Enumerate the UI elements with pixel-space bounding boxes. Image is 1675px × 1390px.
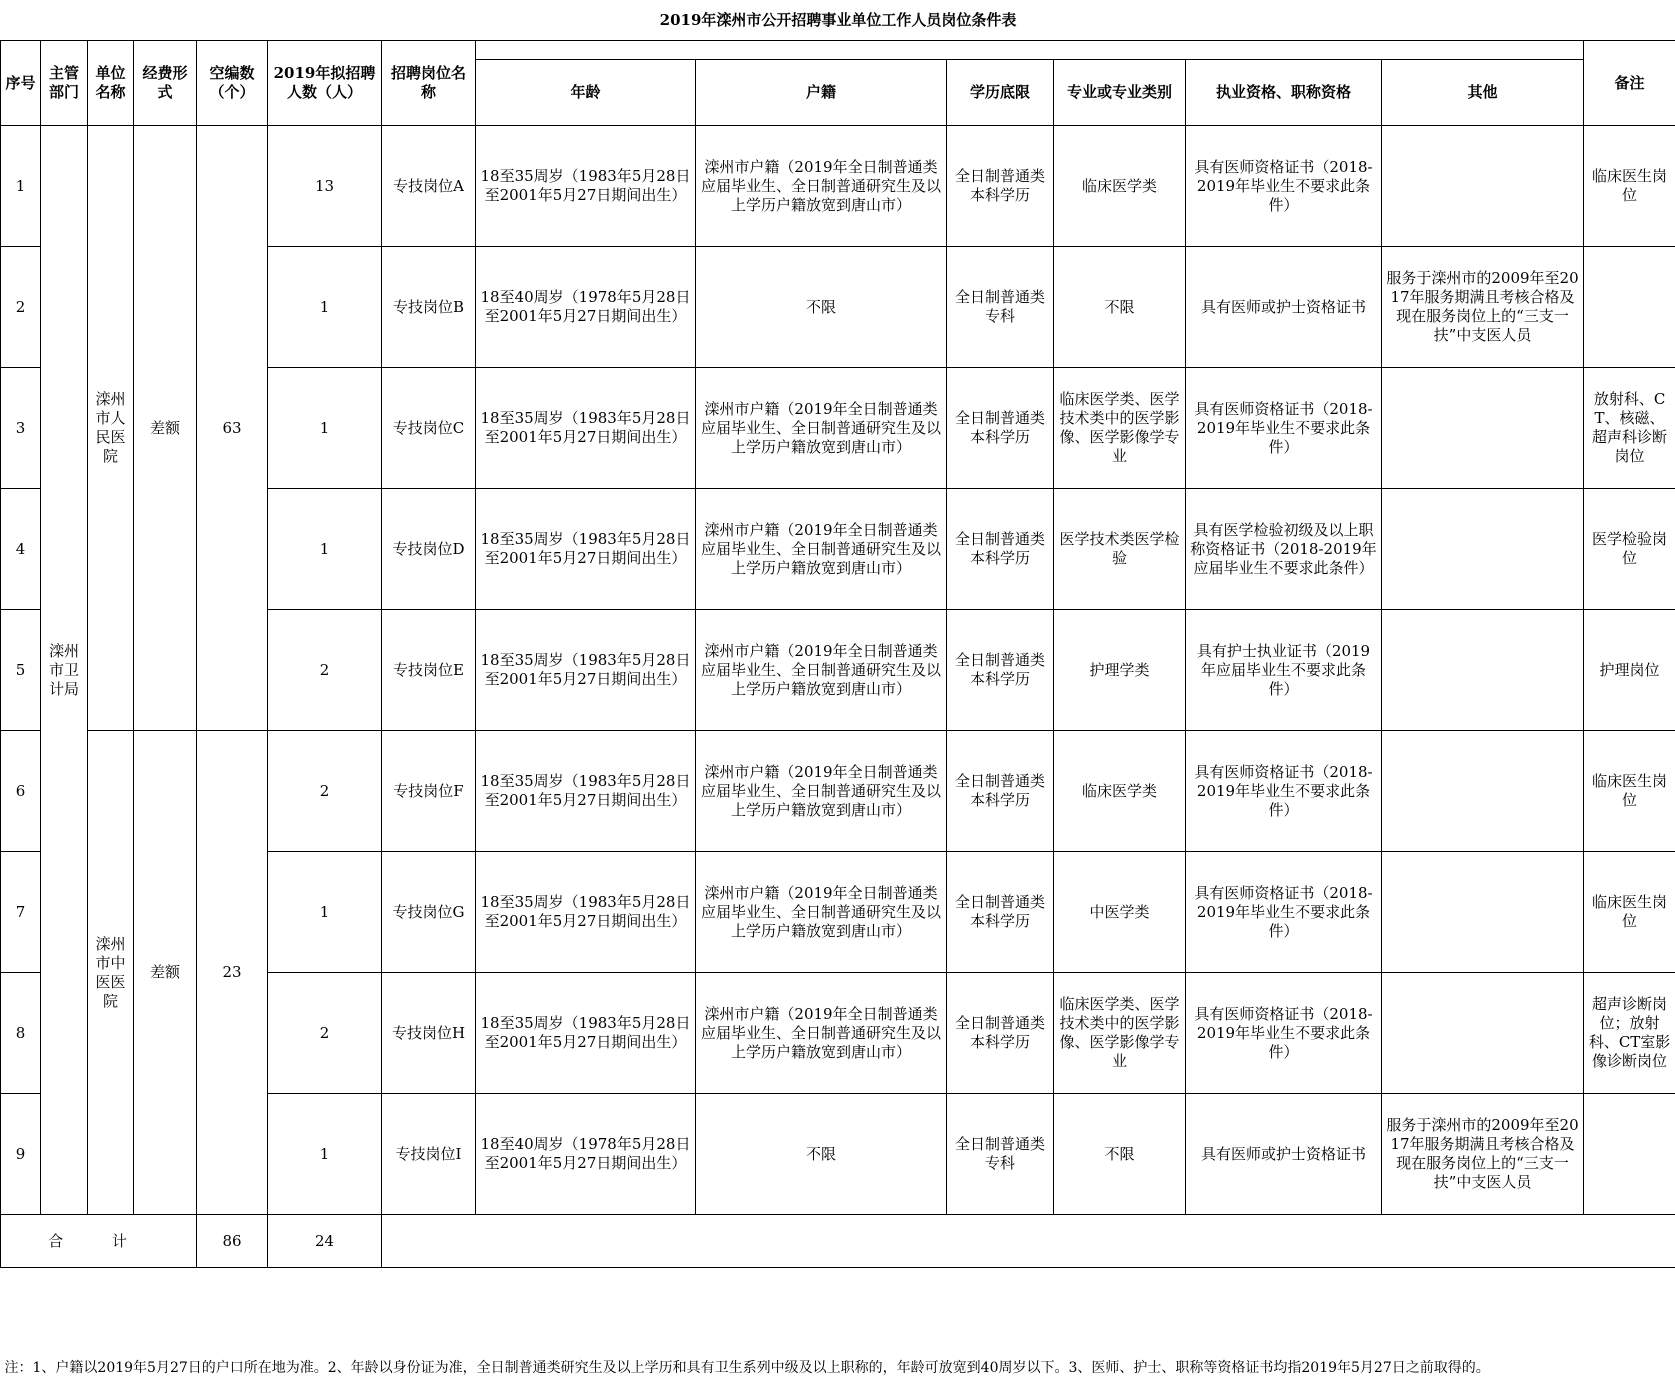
cell-other [1382, 368, 1584, 489]
cell-plan: 13 [268, 126, 382, 247]
cell-major: 临床医学类 [1054, 731, 1186, 852]
total-blank [382, 1215, 1675, 1268]
header-unit: 单位名称 [88, 41, 134, 126]
cell-plan: 1 [268, 247, 382, 368]
total-plan: 24 [268, 1215, 382, 1268]
cell-edu: 全日制普通类本科学历 [947, 973, 1054, 1094]
cell-cert: 具有医师资格证书（2018-2019年毕业生不要求此条件） [1186, 731, 1382, 852]
cell-post: 专技岗位H [382, 973, 476, 1094]
cell-age: 18至35周岁（1983年5月28日至2001年5月27日期间出生） [476, 610, 696, 731]
cell-seq: 1 [1, 126, 41, 247]
header-post: 招聘岗位名称 [382, 41, 476, 126]
cell-hukou: 滦州市户籍（2019年全日制普通类应届毕业生、全日制普通研究生及以上学历户籍放宽到唐山市） [696, 731, 947, 852]
cell-remark: 临床医生岗位 [1584, 731, 1675, 852]
cell-major: 临床医学类 [1054, 126, 1186, 247]
cell-remark: 超声诊断岗位；放射科、CT室影像诊断岗位 [1584, 973, 1675, 1094]
cell-remark [1584, 1094, 1675, 1215]
cell-cert: 具有医师或护士资格证书 [1186, 1094, 1382, 1215]
cell-seq: 4 [1, 489, 41, 610]
cell-plan: 1 [268, 1094, 382, 1215]
cell-edu: 全日制普通类本科学历 [947, 731, 1054, 852]
cell-cert: 具有医师资格证书（2018-2019年毕业生不要求此条件） [1186, 973, 1382, 1094]
cell-major: 医学技术类医学检验 [1054, 489, 1186, 610]
header-remark: 备注 [1584, 41, 1675, 126]
cell-age: 18至35周岁（1983年5月28日至2001年5月27日期间出生） [476, 126, 696, 247]
cell-cert: 具有医师资格证书（2018-2019年毕业生不要求此条件） [1186, 852, 1382, 973]
cell-post: 专技岗位D [382, 489, 476, 610]
cell-other [1382, 126, 1584, 247]
table-row [1, 126, 1675, 247]
cell-seq: 2 [1, 247, 41, 368]
cell-hukou: 滦州市户籍（2019年全日制普通类应届毕业生、全日制普通研究生及以上学历户籍放宽到唐山市） [696, 489, 947, 610]
cell-hukou: 不限 [696, 247, 947, 368]
cell-funding: 差额 [134, 126, 197, 731]
table-row [1, 731, 1675, 852]
cell-age: 18至35周岁（1983年5月28日至2001年5月27日期间出生） [476, 368, 696, 489]
cell-remark: 医学检验岗位 [1584, 489, 1675, 610]
cell-other: 服务于滦州市的2009年至2017年服务期满且考核合格及现在服务岗位上的“三支一扶”中支医人员 [1382, 247, 1584, 368]
cell-post: 专技岗位A [382, 126, 476, 247]
header-funding: 经费形式 [134, 41, 197, 126]
cell-edu: 全日制普通类本科学历 [947, 368, 1054, 489]
cell-cert: 具有护士执业证书（2019年应届毕业生不要求此条件） [1186, 610, 1382, 731]
cell-edu: 全日制普通类本科学历 [947, 126, 1054, 247]
header-cert: 执业资格、职称资格 [1186, 60, 1382, 126]
cell-remark: 临床医生岗位 [1584, 126, 1675, 247]
cell-other [1382, 852, 1584, 973]
cell-age: 18至40周岁（1978年5月28日至2001年5月27日期间出生） [476, 247, 696, 368]
cell-edu: 全日制普通类专科 [947, 1094, 1054, 1215]
cell-seq: 9 [1, 1094, 41, 1215]
cell-cert: 具有医师或护士资格证书 [1186, 247, 1382, 368]
cell-seq: 3 [1, 368, 41, 489]
cell-unit: 滦州市人民医院 [88, 126, 134, 731]
cell-cert: 具有医学检验初级及以上职称资格证书（2018-2019年应届毕业生不要求此条件） [1186, 489, 1382, 610]
cell-major: 临床医学类、医学技术类中的医学影像、医学影像学专业 [1054, 973, 1186, 1094]
cell-major: 临床医学类、医学技术类中的医学影像、医学影像学专业 [1054, 368, 1186, 489]
header-edu: 学历底限 [947, 60, 1054, 126]
cell-cert: 具有医师资格证书（2018-2019年毕业生不要求此条件） [1186, 368, 1382, 489]
footnote: 注：1、户籍以2019年5月27日的户口所在地为准。2、年龄以身份证为准，全日制普通类研究生及以上学历和具有卫生系列中级及以上职称的，年龄可放宽到40周岁以下。3、医师、护士、职称等资格证书均指2019年5月27日之前取得的。 [1, 1346, 1675, 1390]
cell-post: 专技岗位I [382, 1094, 476, 1215]
cell-age: 18至35周岁（1983年5月28日至2001年5月27日期间出生） [476, 731, 696, 852]
cell-post: 专技岗位C [382, 368, 476, 489]
cell-other [1382, 731, 1584, 852]
cell-hukou: 滦州市户籍（2019年全日制普通类应届毕业生、全日制普通研究生及以上学历户籍放宽到唐山市） [696, 973, 947, 1094]
cell-hukou: 滦州市户籍（2019年全日制普通类应届毕业生、全日制普通研究生及以上学历户籍放宽到唐山市） [696, 852, 947, 973]
cell-age: 18至35周岁（1983年5月28日至2001年5月27日期间出生） [476, 852, 696, 973]
cell-plan: 2 [268, 973, 382, 1094]
cell-plan: 1 [268, 368, 382, 489]
cell-hukou: 滦州市户籍（2019年全日制普通类应届毕业生、全日制普通研究生及以上学历户籍放宽到唐山市） [696, 126, 947, 247]
header-seq: 序号 [1, 41, 41, 126]
cell-edu: 全日制普通类专科 [947, 247, 1054, 368]
cell-post: 专技岗位F [382, 731, 476, 852]
cell-plan: 2 [268, 610, 382, 731]
cell-seq: 5 [1, 610, 41, 731]
cell-age: 18至35周岁（1983年5月28日至2001年5月27日期间出生） [476, 489, 696, 610]
cell-edu: 全日制普通类本科学历 [947, 610, 1054, 731]
cell-dept: 滦州市卫计局 [41, 126, 88, 1215]
cell-major: 不限 [1054, 247, 1186, 368]
cell-age: 18至40周岁（1978年5月28日至2001年5月27日期间出生） [476, 1094, 696, 1215]
cell-seq: 8 [1, 973, 41, 1094]
cell-post: 专技岗位B [382, 247, 476, 368]
header-vacancy: 空编数（个） [197, 41, 268, 126]
cell-edu: 全日制普通类本科学历 [947, 489, 1054, 610]
header-conditions-group [476, 41, 1584, 60]
cell-plan: 1 [268, 852, 382, 973]
cell-edu: 全日制普通类本科学历 [947, 852, 1054, 973]
total-label: 合 计 [1, 1215, 197, 1268]
cell-other [1382, 973, 1584, 1094]
header-other: 其他 [1382, 60, 1584, 126]
total-vacancy: 86 [197, 1215, 268, 1268]
header-age: 年龄 [476, 60, 696, 126]
cell-remark: 护理岗位 [1584, 610, 1675, 731]
cell-hukou: 滦州市户籍（2019年全日制普通类应届毕业生、全日制普通研究生及以上学历户籍放宽到唐山市） [696, 610, 947, 731]
cell-vacancy: 23 [197, 731, 268, 1215]
cell-vacancy: 63 [197, 126, 268, 731]
cell-other: 服务于滦州市的2009年至2017年服务期满且考核合格及现在服务岗位上的“三支一扶”中支医人员 [1382, 1094, 1584, 1215]
header-hukou: 户籍 [696, 60, 947, 126]
cell-seq: 7 [1, 852, 41, 973]
cell-plan: 1 [268, 489, 382, 610]
cell-seq: 6 [1, 731, 41, 852]
header-dept: 主管部门 [41, 41, 88, 126]
cell-post: 专技岗位E [382, 610, 476, 731]
cell-remark: 放射科、CT、核磁、超声科诊断岗位 [1584, 368, 1675, 489]
cell-funding: 差额 [134, 731, 197, 1215]
header-plan: 2019年拟招聘人数（人） [268, 41, 382, 126]
cell-other [1382, 610, 1584, 731]
cell-major: 护理学类 [1054, 610, 1186, 731]
cell-unit: 滦州市中医医院 [88, 731, 134, 1215]
cell-hukou: 滦州市户籍（2019年全日制普通类应届毕业生、全日制普通研究生及以上学历户籍放宽到唐山市） [696, 368, 947, 489]
cell-cert: 具有医师资格证书（2018-2019年毕业生不要求此条件） [1186, 126, 1382, 247]
spacer-row [1, 1268, 1675, 1347]
cell-plan: 2 [268, 731, 382, 852]
header-major: 专业或专业类别 [1054, 60, 1186, 126]
page-title: 2019年滦州市公开招聘事业单位工作人员岗位条件表 [1, 0, 1675, 41]
cell-age: 18至35周岁（1983年5月28日至2001年5月27日期间出生） [476, 973, 696, 1094]
cell-major: 不限 [1054, 1094, 1186, 1215]
cell-post: 专技岗位G [382, 852, 476, 973]
cell-remark [1584, 247, 1675, 368]
cell-other [1382, 489, 1584, 610]
cell-major: 中医学类 [1054, 852, 1186, 973]
cell-hukou: 不限 [696, 1094, 947, 1215]
cell-remark: 临床医生岗位 [1584, 852, 1675, 973]
